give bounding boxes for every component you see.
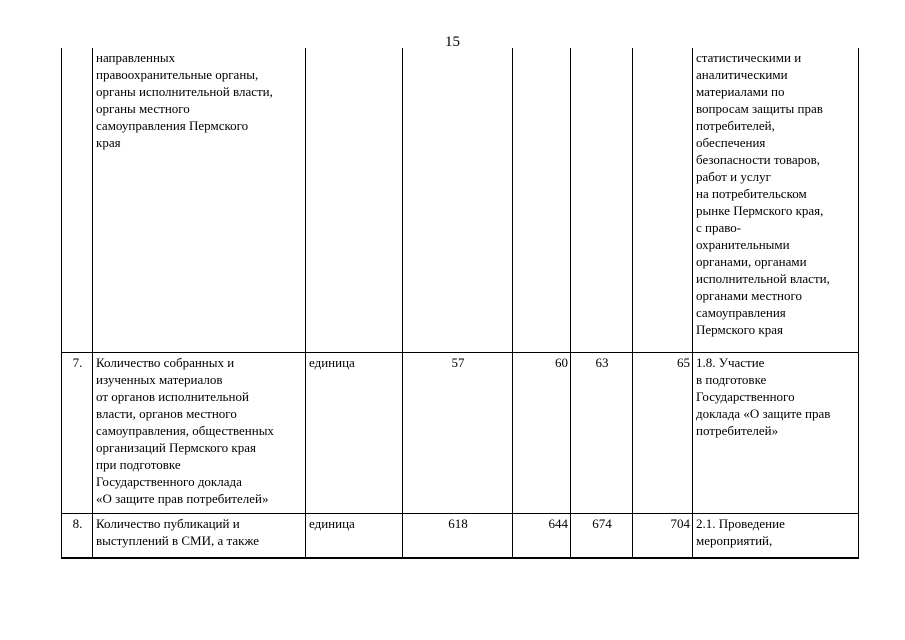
indicator-line: изученных материалов	[96, 371, 223, 387]
indicator-line: организаций Пермского края	[96, 439, 256, 455]
indicator-line: Количество собранных и	[96, 354, 235, 370]
row-number: 8.	[62, 513, 93, 558]
indicator-line: Государственного доклада	[96, 473, 242, 489]
indicator-cell	[93, 352, 306, 513]
value-cell	[403, 48, 513, 352]
event-line: органами, органами	[696, 254, 807, 269]
indicator-line: «О защите прав потребителей»	[96, 490, 269, 506]
event-line: Пермского края	[696, 322, 783, 337]
event-line: самоуправления	[696, 305, 786, 320]
value-cell	[513, 48, 571, 352]
page-number: 15	[445, 34, 460, 50]
event-line: мероприятий,	[696, 532, 773, 548]
event-line: на потребительском	[696, 186, 807, 201]
table-row	[62, 48, 859, 352]
value-cell: 618	[403, 513, 513, 558]
event-line: органами местного	[696, 288, 802, 303]
indicator-line: Количество публикаций и	[96, 515, 240, 531]
event-line: 1.8. Участие	[696, 354, 765, 370]
event-cell	[693, 352, 859, 513]
indicator-line: правоохранительные органы,	[96, 67, 259, 82]
value-cell	[633, 48, 693, 352]
indicator-line: от органов исполнительной	[96, 388, 249, 404]
event-line: работ и услуг	[696, 169, 771, 184]
event-line: материалами по	[696, 84, 785, 99]
event-line: аналитическими	[696, 67, 788, 82]
event-line: с право-	[696, 220, 742, 235]
indicator-line: органы местного	[96, 101, 190, 116]
event-line: рынке Пермского края,	[696, 203, 824, 218]
event-line: доклада «О защите прав	[696, 405, 831, 421]
event-line: Государственного	[696, 388, 795, 404]
value-cell: 644	[513, 513, 571, 558]
event-cell	[693, 513, 859, 558]
event-line: потребителей,	[696, 118, 775, 133]
indicator-line: выступлений в СМИ, а также	[96, 532, 260, 548]
value-cell: 65	[633, 352, 693, 513]
indicator-line: органы исполнительной власти,	[96, 84, 273, 99]
value-cell: 63	[571, 352, 633, 513]
unit-cell: единица	[306, 352, 403, 513]
unit-cell	[306, 48, 403, 352]
event-line: исполнительной власти,	[696, 271, 830, 286]
table-row	[62, 513, 859, 558]
indicator-line: при подготовке	[96, 456, 181, 472]
indicator-cell	[93, 513, 306, 558]
indicator-line: края	[96, 135, 121, 150]
value-cell: 60	[513, 352, 571, 513]
indicator-line: направленных	[96, 50, 176, 65]
value-cell: 704	[633, 513, 693, 558]
table-row	[62, 352, 859, 513]
indicator-line: самоуправления Пермского	[96, 118, 249, 133]
event-line: вопросам защиты прав	[696, 101, 823, 116]
event-line: в подготовке	[696, 371, 767, 387]
indicators-table	[61, 48, 859, 559]
indicator-line: самоуправления, общественных	[96, 422, 274, 438]
row-number	[62, 48, 93, 352]
event-cell	[693, 48, 859, 352]
event-line: 2.1. Проведение	[696, 515, 785, 531]
event-line: охранительными	[696, 237, 790, 252]
value-cell: 57	[403, 352, 513, 513]
event-line: безопасности товаров,	[696, 152, 821, 167]
value-cell	[571, 48, 633, 352]
value-cell: 674	[571, 513, 633, 558]
event-line: обеспечения	[696, 135, 766, 150]
indicator-line: власти, органов местного	[96, 405, 237, 421]
unit-cell: единица	[306, 513, 403, 558]
indicator-cell	[93, 48, 306, 352]
row-number: 7.	[62, 352, 93, 513]
event-line: статистическими и	[696, 50, 802, 65]
event-line: потребителей»	[696, 422, 779, 438]
